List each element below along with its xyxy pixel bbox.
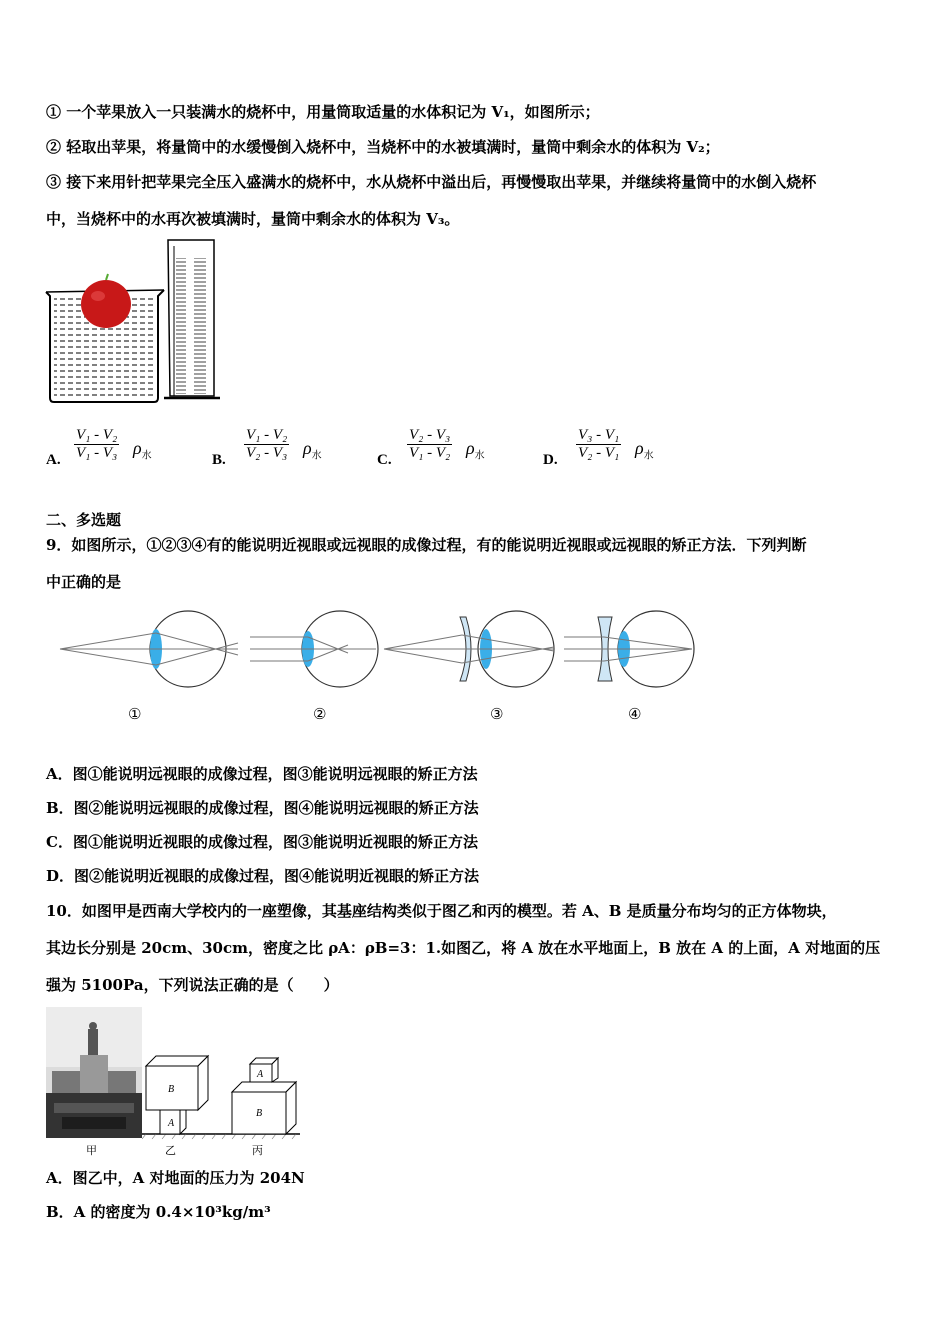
q10-stem-line3: 强为 5100Pa，下列说法正确的是（ ）	[46, 976, 339, 994]
bing-block-a-label: A	[257, 1069, 264, 1080]
q9-option-a[interactable]: A．图①能说明远视眼的成像过程，图③能说明远视眼的矫正方法	[46, 765, 478, 783]
q8-c-numerator: V₂ - V₃	[409, 427, 451, 443]
q8-b-denominator: V₂ - V₃	[246, 445, 288, 461]
step-1: ① 一个苹果放入一只装满水的烧杯中，用量筒取适量的水体积记为 V₁，如图所示；	[46, 103, 600, 121]
rho-symbol: ρ	[133, 438, 142, 458]
q8-b-rho	[303, 438, 322, 462]
eye-diagram-2	[250, 611, 378, 723]
q8-d-denominator: V₂ - V₁	[578, 445, 620, 461]
rho-symbol: ρ	[635, 438, 644, 458]
caption-jia: 甲	[86, 1144, 97, 1157]
q8-option-c-label[interactable]: C.	[377, 452, 392, 468]
caption-bing: 丙	[252, 1144, 263, 1157]
rho-symbol: ρ	[303, 438, 312, 458]
q8-option-d-label[interactable]: D.	[543, 452, 558, 468]
q10-stem-line1: 10．如图甲是西南大学校内的一座塑像，其基座结构类似于图乙和丙的模型。若 A、B 是质量分布均匀的正方体物块，	[46, 902, 837, 920]
statue-photo	[46, 1007, 142, 1138]
rho-subscript: 水	[141, 450, 152, 462]
q9-stem-line2: 中正确的是	[46, 573, 122, 591]
q8-option-c-fraction	[407, 427, 452, 462]
q8-option-a-label[interactable]: A.	[46, 452, 61, 468]
q8-a-denominator: V₁ - V₃	[76, 445, 118, 461]
beaker-cylinder-figure	[44, 236, 224, 404]
step-3: ③ 接下来用针把苹果完全压入盛满水的烧杯中，水从烧杯中溢出后，再慢慢取出苹果，并继续将量筒中的水倒入烧杯	[46, 173, 817, 191]
fig-label-1: ①	[128, 705, 142, 723]
eye-diagram-4	[564, 611, 694, 723]
q8-a-numerator: V₁ - V₂	[76, 427, 118, 443]
rho-symbol: ρ	[466, 438, 475, 458]
q10-option-b[interactable]: B．A 的密度为 0.4×10³kg/m³	[46, 1203, 271, 1221]
q8-c-denominator: V₁ - V₂	[409, 445, 451, 461]
rho-subscript: 水	[643, 450, 654, 462]
eye-diagram-1	[60, 611, 238, 723]
q8-option-a-fraction	[74, 427, 119, 462]
fig-label-2: ②	[313, 705, 327, 723]
q9-option-d[interactable]: D．图②能说明近视眼的成像过程，图④能说明近视眼的矫正方法	[46, 867, 480, 885]
bing-block-b-label: B	[256, 1108, 263, 1119]
q8-b-numerator: V₁ - V₂	[246, 427, 288, 443]
q8-a-rho	[133, 438, 152, 462]
rho-subscript: 水	[311, 450, 322, 462]
q9-option-c[interactable]: C．图①能说明近视眼的成像过程，图③能说明近视眼的矫正方法	[46, 833, 478, 851]
rho-subscript: 水	[474, 450, 485, 462]
q8-option-b-fraction	[244, 427, 289, 462]
eye-diagrams-figure	[58, 605, 708, 730]
q10-option-a[interactable]: A．图乙中，A 对地面的压力为 204N	[46, 1169, 305, 1187]
yi-block-a-label: A	[168, 1118, 175, 1129]
caption-yi: 乙	[165, 1144, 176, 1157]
step-2: ② 轻取出苹果，将量筒中的水缓慢倒入烧杯中，当烧杯中的水被填满时，量筒中剩余水的体积为 V₂；	[46, 138, 720, 156]
q8-d-rho	[635, 438, 654, 462]
q8-option-b-label[interactable]: B.	[212, 452, 226, 468]
step-3-cont: 中，当烧杯中的水再次被填满时，量筒中剩余水的体积为 V₃。	[46, 210, 460, 228]
fig-label-4: ④	[628, 705, 642, 723]
q8-d-numerator: V₃ - V₁	[578, 427, 620, 443]
fig-label-3: ③	[490, 705, 504, 723]
yi-block-b-label: B	[168, 1084, 175, 1095]
q9-stem-line1: 9．如图所示，①②③④有的能说明近视眼或远视眼的成像过程，有的能说明近视眼或远视眼的矫正方法．下列判断	[46, 536, 807, 554]
q8-option-d-fraction	[576, 427, 621, 462]
q9-option-b[interactable]: B．图②能说明远视眼的成像过程，图④能说明远视眼的矫正方法	[46, 799, 479, 817]
section-heading: 二、多选题	[46, 511, 122, 529]
eye-diagram-3	[384, 611, 554, 723]
q8-c-rho	[466, 438, 485, 462]
q10-stem-line2: 其边长分别是 20cm、30cm，密度之比 ρA：ρB=3：1.如图乙，将 A 放在水平地面上，B 放在 A 的上面，A 对地面的压	[46, 939, 881, 957]
blocks-figure	[142, 1050, 302, 1142]
